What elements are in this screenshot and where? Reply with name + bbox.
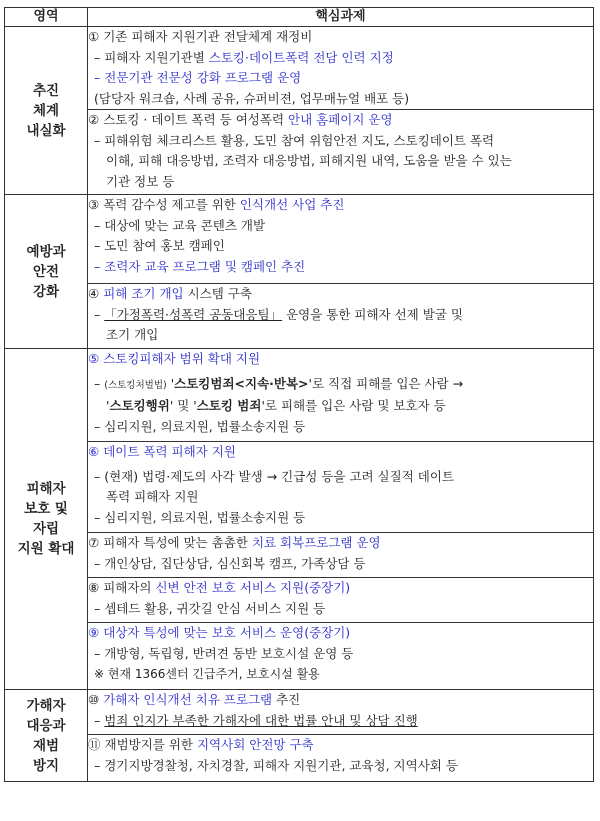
task-item: – 셉테드 활용, 귀갓길 안심 서비스 지원 등	[94, 600, 326, 616]
task-3	[88, 195, 594, 284]
task-title: ⑧ 피해자의 신변 안전 보호 서비스 지원(중장기)	[88, 580, 351, 595]
section-row	[5, 27, 594, 110]
area-cell-1	[5, 27, 88, 195]
task-item: – 「가정폭력·성폭력 공동대응팀」 운영을 통한 피해자 선제 발굴 및	[94, 306, 463, 322]
core-tasks-table	[4, 7, 594, 782]
section-row	[5, 578, 594, 623]
area-label: 예방과	[26, 243, 66, 260]
area-label: 안전	[32, 263, 60, 280]
task-item: – 개방형, 독립형, 반려견 동반 보호시설 운영 등	[94, 645, 354, 661]
task-1	[88, 27, 594, 110]
section-row	[5, 623, 594, 690]
section-row	[5, 690, 594, 735]
area-label: 추진	[32, 82, 60, 99]
task-5	[88, 349, 594, 442]
task-8	[88, 578, 594, 623]
task-item: – 전문기관 전문성 강화 프로그램 운영	[94, 70, 302, 85]
area-cell-4	[5, 690, 88, 782]
task-item-cont: '스토킹행위' 및 '스토킹 범죄'로 피해를 입은 사람 및 보호자 등	[106, 398, 446, 413]
area-label: 방지	[32, 757, 60, 774]
task-title: ⑪ 재범방지를 위한 지역사회 안전망 구축	[88, 737, 314, 752]
section-row	[5, 533, 594, 578]
task-title: ⑥ 데이트 폭력 피해자 지원	[88, 444, 236, 459]
area-cell-3	[5, 349, 88, 690]
task-title: ③ 폭력 감수성 제고를 위한 인식개선 사업 추진	[88, 197, 345, 212]
task-9	[88, 623, 594, 690]
task-item: – (스토킹처벌법) '스토킹범죄<지속·반복>'로 직접 피해를 입은 사람 →	[94, 375, 464, 391]
header-area: 영역	[5, 8, 88, 27]
task-item-cont: 조기 개입	[106, 327, 159, 342]
task-item-cont: 기관 정보 등	[106, 173, 175, 189]
task-7	[88, 533, 594, 578]
section-row	[5, 735, 594, 782]
area-label: 내실화	[26, 122, 66, 139]
task-item: – 심리지원, 의료지원, 법률소송지원 등	[94, 418, 306, 434]
area-label: 피해자	[26, 481, 66, 497]
task-item: – 도민 참여 홍보 캠페인	[94, 238, 225, 253]
task-item: – 대상에 맞는 교육 콘텐츠 개발	[94, 217, 266, 233]
area-label: 보호 및	[24, 501, 68, 517]
area-cell-2	[5, 195, 88, 349]
area-label: 재범	[32, 737, 60, 754]
task-title: ① 기존 피해자 지원기관 전달체계 재정비	[88, 29, 313, 44]
task-title: ⑦ 피해자 특성에 맞는 촘촘한 치료 회복프로그램 운영	[88, 535, 381, 550]
task-item: – 조력자 교육 프로그램 및 캠페인 추진	[94, 258, 306, 274]
header-core-tasks: 핵심과제	[88, 8, 594, 27]
task-item: – 심리지원, 의료지원, 법률소송지원 등	[94, 509, 306, 525]
task-title: ⑨ 대상자 특성에 맞는 보호 서비스 운영(중장기)	[88, 625, 351, 640]
section-row	[5, 442, 594, 533]
area-label: 지원 확대	[17, 541, 75, 557]
task-note: ※ 현재 1366센터 긴급주거, 보호시설 활용	[94, 667, 320, 681]
area-label: 대응과	[26, 717, 66, 734]
task-2	[88, 110, 594, 195]
task-10	[88, 690, 594, 735]
task-item-cont: 폭력 피해자 지원	[106, 489, 199, 504]
task-item: – 피해위험 체크리스트 활용, 도민 참여 위험안전 지도, 스토킹데이트 폭력	[94, 132, 495, 148]
section-row	[5, 284, 594, 349]
section-row	[5, 110, 594, 195]
task-title: ④ 피해 조기 개입 시스템 구축	[88, 286, 252, 301]
task-item: – 범죄 인지가 부족한 가해자에 대한 법률 안내 및 상담 진행	[94, 712, 418, 728]
task-item: – 경기지방경찰청, 자치경찰, 피해자 지원기관, 교육청, 지역사회 등	[94, 757, 458, 773]
task-title: ② 스토킹 · 데이트 폭력 등 여성폭력 안내 홈페이지 운영	[88, 112, 393, 127]
area-label: 체계	[32, 102, 60, 119]
area-label: 강화	[32, 283, 60, 300]
task-item: – 피해자 지원기관별 스토킹·데이트폭력 전담 인력 지정	[94, 49, 394, 65]
area-label: 자립	[32, 521, 60, 537]
table-header-row	[5, 8, 594, 27]
section-row	[5, 195, 594, 284]
area-label: 가해자	[26, 697, 66, 714]
task-item: – (현재) 법령·제도의 사각 발생 → 긴급성 등을 고려 실질적 데이트	[94, 468, 454, 484]
task-item: – 개인상담, 집단상담, 심신회복 캠프, 가족상담 등	[94, 555, 366, 571]
task-title: ⑤ 스토킹피해자 범위 확대 지원	[88, 351, 261, 366]
task-title: ⑩ 가해자 인식개선 치유 프로그램 추진	[88, 692, 301, 707]
task-4	[88, 284, 594, 349]
task-item-cont: 이해, 피해 대응방법, 조력자 대응방법, 피해지원 내역, 도움을 받을 수 있는	[106, 153, 512, 168]
task-6	[88, 442, 594, 533]
task-item: (담당자 워크숍, 사례 공유, 슈퍼비젼, 업무매뉴얼 배포 등)	[94, 90, 410, 106]
task-11	[88, 735, 594, 782]
section-row	[5, 349, 594, 442]
